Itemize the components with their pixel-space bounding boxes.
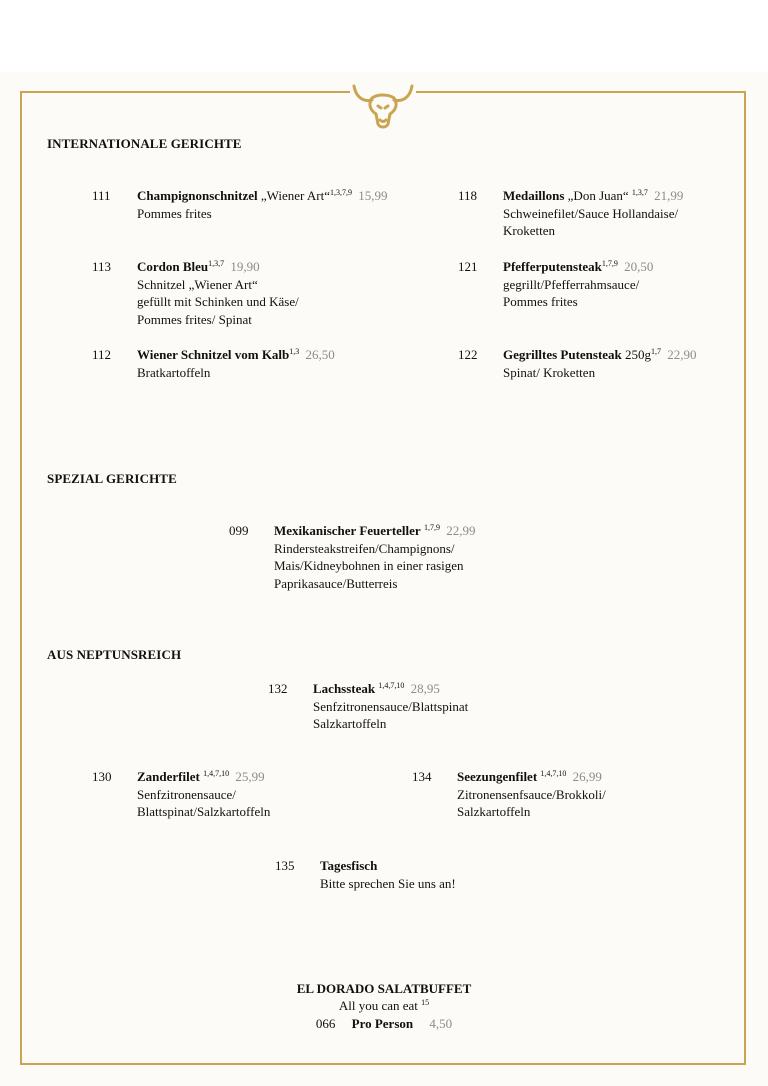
- item-number: 112: [92, 347, 112, 362]
- item-number: 099: [229, 523, 249, 538]
- item-body: [503, 346, 697, 381]
- item-allergens: 1,4,7,10: [540, 769, 567, 778]
- buffet-title: EL DORADO SALATBUFFET: [296, 981, 472, 996]
- item-price: 26,50: [305, 347, 335, 362]
- item-body: [137, 258, 299, 328]
- item-description: gefüllt mit Schinken und Käse/: [137, 294, 299, 309]
- item-description: Pommes frites: [503, 294, 578, 309]
- item-body: [503, 258, 653, 311]
- item-name: Cordon Bleu: [137, 259, 209, 274]
- item-description: Bratkartoffeln: [137, 364, 211, 380]
- item-description: Bitte sprechen Sie uns an!: [320, 875, 456, 891]
- item-price: 22,99: [446, 523, 476, 538]
- item-allergens: 1,7,9: [601, 259, 618, 268]
- item-price: 25,99: [235, 769, 265, 784]
- buffet-number: 066: [315, 1016, 336, 1031]
- item-number: 130: [92, 769, 112, 784]
- item-body: [457, 768, 606, 821]
- item-description: Salzkartoffeln: [457, 804, 531, 819]
- bull-head-icon: [350, 80, 416, 132]
- item-number: 121: [458, 259, 478, 274]
- item-price: 22,90: [667, 347, 697, 362]
- buffet-name: Pro Person: [351, 1016, 414, 1031]
- item-body: [137, 187, 388, 222]
- item-description: Blattspinat/Salzkartoffeln: [137, 804, 271, 819]
- item-number: 132: [268, 681, 288, 696]
- item-allergens: 1,4,7,10: [378, 681, 405, 690]
- item-allergens: 1,7,9: [423, 523, 440, 532]
- item-name: Pfefferputensteak: [503, 259, 602, 274]
- item-body: [320, 857, 456, 892]
- item-body: [137, 346, 335, 381]
- item-number: 134: [412, 769, 432, 784]
- item-description: Rindersteakstreifen/Champignons/: [274, 540, 455, 556]
- item-allergens: 1,3: [289, 347, 300, 356]
- item-name: Seezungenfilet: [457, 769, 538, 784]
- item-description: Mais/Kidneybohnen in einer rasigen: [274, 558, 464, 573]
- item-name-suffix: „Wiener Art“: [257, 188, 331, 203]
- item-number: 111: [92, 188, 111, 203]
- item-price: 28,95: [410, 681, 440, 696]
- item-allergens: 1,4,7,10: [203, 769, 230, 778]
- item-number: 135: [275, 858, 295, 873]
- item-description: Pommes frites/ Spinat: [137, 311, 252, 327]
- item-body: [313, 680, 468, 733]
- item-name: Wiener Schnitzel vom Kalb: [137, 347, 290, 362]
- item-name: Lachssteak: [313, 681, 376, 696]
- item-name: Gegrilltes Putensteak: [503, 347, 622, 362]
- item-name: Champignonschnitzel: [137, 188, 258, 203]
- buffet-subtitle: [0, 997, 768, 1015]
- buffet-allergens: 15: [421, 998, 430, 1007]
- item-description: Schnitzel „Wiener Art“: [137, 276, 258, 292]
- item-name-suffix: „Don Juan“: [564, 188, 632, 203]
- item-allergens: 1,3,7: [208, 259, 225, 268]
- item-description: Spinat/ Kroketten: [503, 364, 596, 380]
- buffet-price-line: [0, 1015, 768, 1033]
- item-description: Zitronensenfsauce/Brokkoli/: [457, 786, 606, 802]
- item-description: Senfzitronensauce/Blattspinat: [313, 698, 469, 714]
- item-description: Salzkartoffeln: [313, 716, 387, 731]
- item-allergens: 1,3,7: [631, 188, 648, 197]
- item-number: 113: [92, 259, 112, 274]
- item-price: 26,99: [572, 769, 602, 784]
- item-price: 21,99: [654, 188, 684, 203]
- item-description: Pommes frites: [137, 205, 212, 221]
- section-title-international: INTERNATIONALE GERICHTE: [47, 136, 242, 151]
- item-description: Paprikasauce/Butterreis: [274, 575, 398, 591]
- item-name: Tagesfisch: [320, 858, 378, 873]
- item-description: Senfzitronensauce/: [137, 786, 236, 802]
- item-name: Medaillons: [503, 188, 565, 203]
- buffet-price: 4,50: [429, 1016, 453, 1031]
- item-body: [503, 187, 683, 240]
- item-price: 20,50: [624, 259, 654, 274]
- item-body: [137, 768, 270, 821]
- section-title-neptun: AUS NEPTUNSREICH: [47, 647, 182, 662]
- item-description: gegrillt/Pfefferrahmsauce/: [503, 276, 640, 292]
- buffet-subtitle-text: All you can eat: [338, 998, 418, 1013]
- item-price: 15,99: [358, 188, 388, 203]
- item-name: Zanderfilet: [137, 769, 200, 784]
- item-description: Schweinefilet/Sauce Hollandaise/: [503, 205, 679, 221]
- item-allergens: 1,3,7,9: [330, 188, 353, 197]
- item-number: 118: [458, 188, 478, 203]
- item-description: Kroketten: [503, 223, 555, 238]
- item-number: 122: [458, 347, 478, 362]
- section-title-spezial: SPEZIAL GERICHTE: [47, 471, 177, 486]
- item-name-suffix: 250g: [621, 347, 652, 362]
- item-price: 19,90: [230, 259, 260, 274]
- item-allergens: 1,7: [651, 347, 662, 356]
- item-name: Mexikanischer Feuerteller: [274, 523, 421, 538]
- item-body: [274, 522, 475, 592]
